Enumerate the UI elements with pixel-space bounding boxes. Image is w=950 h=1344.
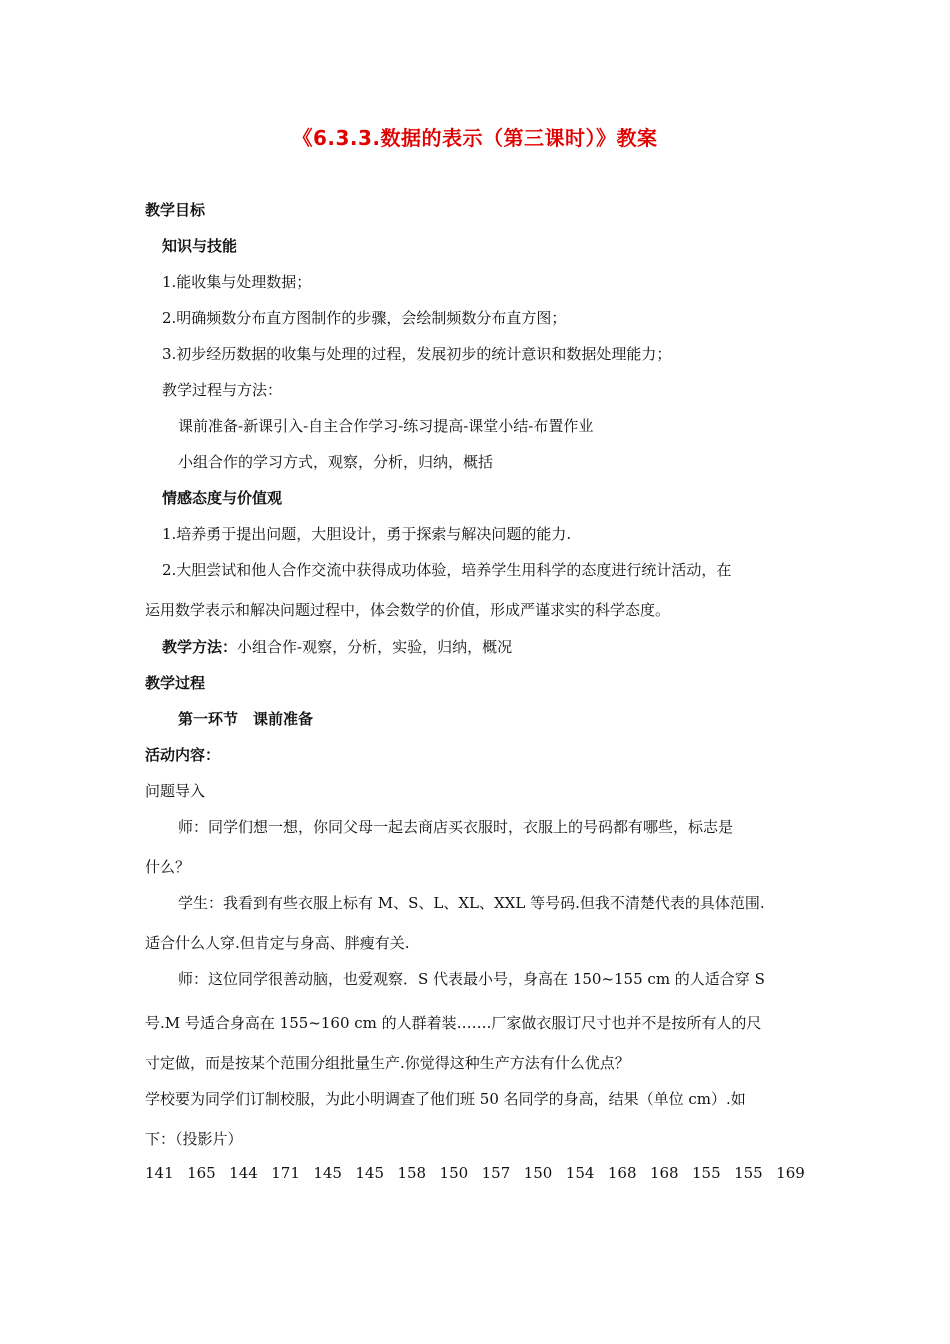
height-value: 154 [565, 1164, 595, 1182]
height-value: 158 [397, 1164, 427, 1182]
teacher-line-1a: 师：同学们想一想，你同父母一起去商店买衣服时，衣服上的号码都有哪些，标志是 [178, 818, 734, 836]
teacher-line-2c: 寸定做，而是按某个范围分组批量生产.你觉得这种生产方法有什么优点？ [145, 1054, 630, 1072]
height-value: 157 [481, 1164, 511, 1182]
height-value: 168 [607, 1164, 637, 1182]
student-line-1a: 学生：我看到有些衣服上标有 M、S、L、XL、XXL 等号码.但我不清楚代表的具体范围. [178, 894, 765, 912]
process-method-label: 教学过程与方法： [162, 381, 283, 399]
emotion-item-1: 1.培养勇于提出问题，大胆设计，勇于探索与解决问题的能力. [162, 525, 572, 543]
height-value: 155 [734, 1164, 763, 1182]
height-value: 171 [271, 1164, 300, 1182]
heading-teaching-goals: 教学目标 [145, 201, 206, 219]
heading-teaching-process: 教学过程 [145, 674, 206, 692]
teacher-line-1b: 什么？ [145, 858, 191, 876]
heading-emotion-values: 情感态度与价值观 [162, 489, 283, 507]
process-method-line-2: 小组合作的学习方式，观察，分析，归纳，概括 [178, 453, 494, 471]
height-value: 169 [776, 1164, 805, 1182]
height-value: 150 [523, 1164, 553, 1182]
problem-line-1: 学校要为同学们订制校服，为此小明调查了他们班 50 名同学的身高，结果（单位 cm）.如 [145, 1090, 746, 1108]
height-value: 155 [692, 1164, 721, 1182]
teaching-method-label: 教学方法： [162, 638, 238, 656]
heading-knowledge-skills: 知识与技能 [162, 237, 238, 255]
process-method-line-1: 课前准备-新课引入-自主合作学习-练习提高-课堂小结-布置作业 [178, 417, 594, 435]
height-value: 150 [439, 1164, 469, 1182]
height-data-row [145, 1164, 805, 1182]
height-value: 144 [229, 1164, 258, 1182]
emotion-item-2-line-2: 运用数学表示和解决问题过程中，体会数学的价值，形成严谨求实的科学态度。 [145, 601, 671, 619]
teacher-line-2a: 师：这位同学很善动脑，也爱观察．S 代表最小号，身高在 150~155 cm 的人适合穿 S [178, 970, 765, 988]
student-line-1b: 适合什么人穿.但肯定与身高、胖瘦有关. [145, 934, 410, 952]
activity-content-label: 活动内容： [145, 746, 221, 764]
height-value: 145 [313, 1164, 342, 1182]
knowledge-item-1: 1.能收集与处理数据； [162, 273, 312, 291]
teaching-method-text: 小组合作-观察，分析，实验，归纳，概况 [237, 638, 513, 656]
knowledge-item-3: 3.初步经历数据的收集与处理的过程，发展初步的统计意识和数据处理能力； [162, 345, 672, 363]
emotion-item-2-line-1: 2.大胆尝试和他人合作交流中获得成功体验，培养学生用科学的态度进行统计活动，在 [162, 561, 732, 579]
question-intro: 问题导入 [145, 782, 206, 800]
height-value: 145 [355, 1164, 385, 1182]
teacher-line-2b: 号.M 号适合身高在 155~160 cm 的人群着装…….厂家做衣服订尺寸也并不是按所有人的尺 [145, 1014, 762, 1032]
height-value: 165 [187, 1164, 216, 1182]
knowledge-item-2: 2.明确频数分布直方图制作的步骤，会绘制频数分布直方图； [162, 309, 567, 327]
document-title: 《6.3.3.数据的表示（第三课时）》教案 [292, 126, 658, 150]
teaching-method-line [162, 637, 512, 657]
height-value: 168 [649, 1164, 679, 1182]
height-value: 141 [145, 1164, 174, 1182]
stage-1-heading: 第一环节 课前准备 [178, 710, 314, 728]
problem-line-2: 下：（投影片） [145, 1130, 243, 1148]
